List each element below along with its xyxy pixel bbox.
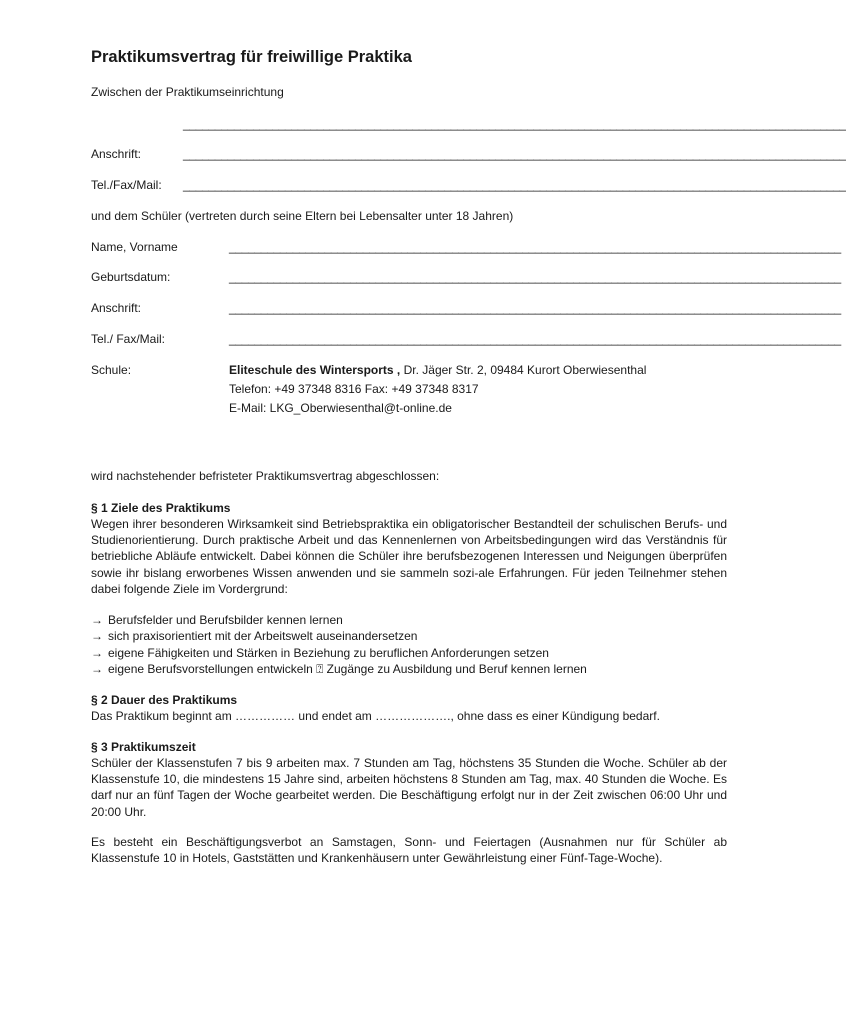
goal-text: eigene Berufsvorstellungen entwickeln ⍰ Zugänge zu Ausbildung und Beruf kennen lernen	[108, 662, 587, 676]
institution-address-label: Anschrift:	[91, 147, 142, 161]
arrow-right-icon: →	[91, 629, 103, 643]
section2-heading: § 2 Dauer des Praktikums	[91, 693, 238, 707]
arrow-right-icon: →	[91, 646, 103, 660]
school-name-line	[229, 362, 646, 378]
section3-body: Schüler der Klassenstufen 7 bis 9 arbeiten max. 7 Stunden am Tag, höchstens 35 Stunden die Woche. Schüler ab der Klassenstufe 10, die mindestens 15 Jahre sind, arbeiten höchstens 8 Stunden am Tag, max. 40 Stunden die Woche. Es darf nur an fünf Tagen der Woche gearbeitet werden. Die Beschäftigung erfolgt nur in der Zeit zwischen 06:00 Uhr und 20:00 Uhr.	[91, 756, 727, 819]
student-contact-label: Tel./ Fax/Mail:	[91, 332, 166, 346]
section1-heading: § 1 Ziele des Praktikums	[91, 501, 231, 515]
goal-text: Berufsfelder und Berufsbilder kennen lernen	[108, 613, 343, 627]
goal-text: eigene Fähigkeiten und Stärken in Beziehung zu beruflichen Anforderungen setzen	[108, 646, 549, 660]
goal-item	[91, 612, 343, 628]
section2-body: Das Praktikum beginnt am …………… und endet am ………………., ohne dass es einer Kündigung bedarf.	[91, 709, 660, 723]
goal-item	[91, 628, 417, 644]
school-name: Eliteschule des Wintersports ,	[229, 363, 401, 377]
student-birth-label: Geburtsdatum:	[91, 270, 171, 284]
institution-contact-field[interactable]: ________________________________________________________________________________________________________	[183, 178, 846, 192]
student-name-field[interactable]: ________________________________________________________________________________________________	[229, 240, 841, 254]
intro-text: Zwischen der Praktikumseinrichtung	[91, 85, 284, 99]
section3-heading: § 3 Praktikumszeit	[91, 740, 196, 754]
student-address-field[interactable]: ________________________________________________________________________________________________	[229, 301, 841, 315]
school-email: E-Mail: LKG_Oberwiesenthal@t-online.de	[229, 401, 452, 415]
arrow-right-icon: →	[91, 662, 103, 676]
goal-item	[91, 645, 549, 661]
school-label: Schule:	[91, 363, 132, 377]
section1-body: Wegen ihrer besonderen Wirksamkeit sind Betriebspraktika ein obligatorischer Bestandteil der schulischen Berufs- und Studienorientierung. Durch praktische Arbeit und das Kennenlernen von Arbeitsbedingungen wird das Verständnis für betriebliche Abläufe entwickelt. Dabei können die Schüler ihre berufsbezogenen Interessen und Neigungen überprüfen sowie ihr bislang erworbenes Wissen anwenden und sie sammeln sozi-ale Erfahrungen. Für jeden Teilnehmer stehen dabei folgende Ziele im Vordergrund:	[91, 517, 727, 596]
arrow-right-icon: →	[91, 613, 103, 627]
student-contact-field[interactable]: ________________________________________________________________________________________________	[229, 332, 841, 346]
student-name-label: Name, Vorname	[91, 240, 178, 254]
institution-name-field[interactable]: ________________________________________________________________________________________________________	[183, 117, 846, 131]
student-birth-field[interactable]: ________________________________________________________________________________________________	[229, 270, 841, 284]
section3-body-2: Es besteht ein Beschäftigungsverbot an Samstagen, Sonn- und Feiertagen (Ausnahmen nur für Schüler ab Klassenstufe 10 in Hotels, Gaststätten und Krankenhäusern unter Gewährleistung einer Fünf-Tage-Woche).	[91, 835, 727, 866]
school-address: Dr. Jäger Str. 2, 09484 Kurort Oberwiesenthal	[400, 363, 647, 377]
goal-text: sich praxisorientiert mit der Arbeitswelt auseinandersetzen	[108, 629, 418, 643]
contract-statement: wird nachstehender befristeter Praktikumsvertrag abgeschlossen:	[91, 469, 440, 483]
student-address-label: Anschrift:	[91, 301, 142, 315]
goal-item	[91, 661, 587, 677]
institution-address-field[interactable]: ________________________________________________________________________________________________________	[183, 147, 846, 161]
school-phone: Telefon: +49 37348 8316 Fax: +49 37348 8317	[229, 382, 479, 396]
institution-contact-label: Tel./Fax/Mail:	[91, 178, 162, 192]
student-intro-text: und dem Schüler (vertreten durch seine Eltern bei Lebensalter unter 18 Jahren)	[91, 209, 514, 223]
document-title: Praktikumsvertrag für freiwillige Praktika	[91, 48, 412, 66]
